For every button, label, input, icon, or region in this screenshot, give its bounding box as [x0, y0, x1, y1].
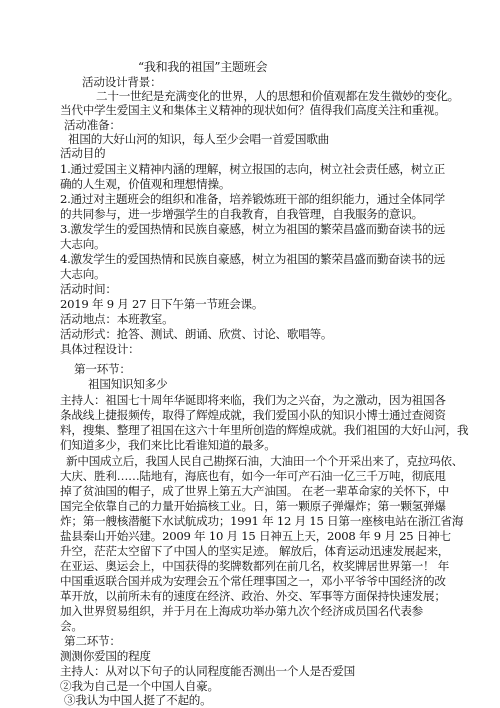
part1-para-line: 大庆、胜利……陆地有，海底也有，如今一年可产石油一亿三千万吨，彻底甩 [60, 469, 446, 483]
part1-para-line: 们知道多少，我们来比比看谁知道的最多。 [60, 438, 276, 452]
part1-para-line: 革开放，以前所未有的速度在经济、政治、外交、军事等方面保持快速发展； [60, 589, 446, 603]
design-heading: 活动设计背景： [82, 75, 162, 89]
part2-heading: 第二环节： [64, 634, 121, 648]
goal-line: 3.激发学生的爱国热情和民族自豪感，树立为祖国的繁荣昌盛而勤奋读书的远 [60, 222, 445, 236]
part1-para-line: 炸；第一艘核潜艇下水试航成功；1991 年 12 月 15 日第一座核电站在浙江省海 [60, 514, 464, 528]
page-title: “我和我的祖国”主题班会 [138, 60, 268, 74]
part1-para-line: 在亚运、奥运会上，中国获得的奖牌数都列在前几名，枚奖牌居世界第一！ 年 [60, 559, 450, 573]
part1-para-line: 掉了贫油国的帽子，成了世界上第五大产油国。 在老一辈革命家的关怀下，中 [60, 484, 450, 498]
part1-subheading: 祖国知识知多少 [88, 377, 168, 391]
goal-line: 确的人生观，价值观和理想情操。 [60, 177, 231, 191]
part1-para-line: 会。 [60, 619, 83, 633]
part2-subheading: 测测你爱国的程度 [60, 649, 151, 663]
part2-item: ③我认为中国人挺了不起的。 [64, 693, 212, 707]
part1-para-line: 中国重返联合国并成为安理会五个常任理事国之一，邓小平爷爷中国经济的改 [60, 574, 446, 588]
part2-intro: 主持人：从对以下句子的认同程度能否测出一个人是否爱国 [60, 664, 355, 678]
part1-para-line: 盐县秦山开始兴建。2009 年 10 月 15 日神五上天，2008 年 9 月 25 日神七 [60, 529, 451, 543]
design-text-line: 当代中学生爱国主义和集体主义精神的现状如何？值得我们高度关注和重视。 [60, 103, 446, 117]
goal-line: 大志向。 [60, 267, 106, 281]
design-text-line: 二十一世纪是充满变化的世界，人的思想和价值观都在发生微妙的变化。 [96, 89, 460, 103]
process-heading: 具体过程设计： [60, 342, 140, 356]
part1-para-line: 条战线上捷报频传，取得了辉煌成就，我们爱国小队的知识小博士通过查阅资 [60, 408, 446, 422]
goal-line: 的共同参与，进一步增强学生的自我教育，自我管理，自我服务的意识。 [60, 207, 424, 221]
goal-line: 大志向。 [60, 237, 106, 251]
part1-heading: 第一环节： [74, 362, 131, 376]
prep-heading: 活动准备： [64, 118, 121, 132]
part1-para-line: 升空，茫茫太空留下了中国人的坚实足迹。 解放后，体育运动迅速发展起来， [60, 544, 450, 558]
time-text: 2019 年 9 月 27 日下午第一节班会课。 [60, 297, 264, 311]
part1-para-line: 国完全依靠自己的力量开始搞核工业。日，第一颗原子弹爆炸；第一颗氢弹爆 [60, 499, 446, 513]
part1-para-line: 新中国成立后，我国人民自己勘探石油，大油田一个个开采出来了，克拉玛依、 [66, 454, 464, 468]
prep-text: 祖国的大好山河的知识，每人至少会唱一首爱国歌曲 [68, 132, 329, 146]
goal-line: 4.激发学生的爱国热情和民族自豪感，树立为祖国的繁荣昌盛而勤奋读书的远 [60, 252, 445, 266]
goal-line: 1.通过爱国主义精神内涵的理解，树立报国的志向，树立社会责任感，树立正 [60, 162, 445, 176]
goal-line: 2.通过对主题班会的组织和准备，培养锻炼班干部的组织能力，通过全体同学 [60, 192, 445, 206]
part2-item: ②我为自己是一个中国人自豪。 [60, 679, 219, 693]
part1-para-line: 主持人：祖国七十周年华诞即将来临，我们为之兴奋，为之激动，因为祖国各 [60, 393, 446, 407]
part1-para-line: 加入世界贸易组织，并于月在上海成功举办第九次个经济成员国名代表参 [60, 604, 424, 618]
goal-heading: 活动目的 [60, 146, 106, 160]
time-heading: 活动时间： [60, 282, 117, 296]
place-text: 活动地点：本班教室。 [60, 312, 174, 326]
form-text: 活动形式：抢答、测试、朗诵、欣赏、讨论、歌唱等。 [60, 327, 333, 341]
part1-para-line: 料，搜集、整理了祖国在这六十年里所创造的辉煌成就。我们祖国的大好山河，我 [60, 423, 469, 437]
